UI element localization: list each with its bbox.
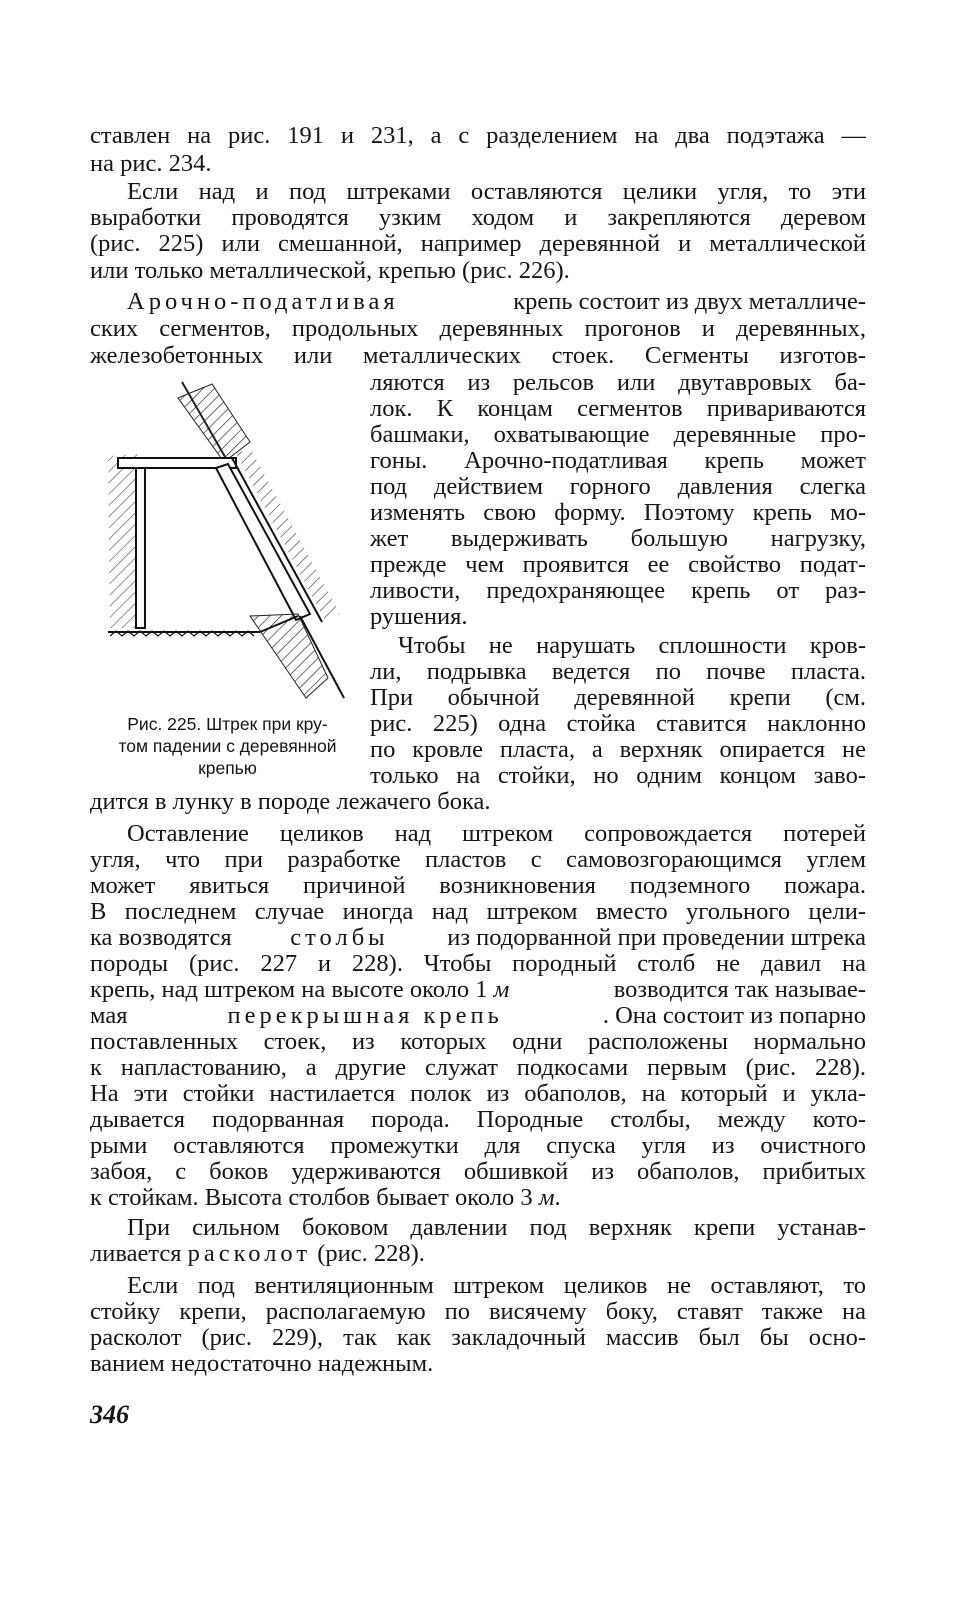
text-line [90, 924, 866, 952]
text-span: крепь, над штреком на высоте около 1 [90, 976, 494, 1003]
text-line: дывается подорванная порода. Породные столбы, между кото- [90, 1106, 866, 1133]
text-line: башмаки, охватывающие деревянные про- [370, 421, 866, 448]
text-span: (рис. 228). [311, 1240, 425, 1267]
text-line: ских сегментов, продольных деревянных прогонов и деревянных, [90, 315, 866, 342]
text-line: ливости, предохраняющее крепь от раз- [370, 577, 866, 604]
text-line: Если над и под штреками оставляются целики угля, то эти [127, 178, 866, 205]
text-line: Чтобы не нарушать сплошности кров- [398, 632, 866, 659]
text-line: выработки проводятся узким ходом и закрепляются деревом [90, 204, 866, 231]
text-line: железобетонных или металлических стоек. Сегменты изготов- [90, 342, 866, 369]
text-span: из подорванной при проведении штрека [447, 924, 866, 951]
text-line: лок. К концам сегментов привариваются [370, 395, 866, 422]
figure-225-drift-support [100, 378, 355, 718]
text-line: гоны. Арочно-податливая крепь может [370, 447, 866, 474]
left-post [136, 468, 145, 628]
text-span: к стойкам. Высота столбов бывает около 3 [90, 1184, 539, 1211]
text-line: к напластованию, а другие служат подкосами первым (рис. 228). [90, 1054, 866, 1081]
text-line: ли, подрывка ведется по почве пласта. [370, 658, 866, 685]
text-line [90, 1184, 561, 1212]
text-line: ставлен на рис. 191 и 231, а с разделением на два подэтажа — [90, 122, 866, 149]
text-line: угля, что при разработке пластов с самовозгорающимся углем [90, 846, 866, 873]
text-line: ванием недостаточно надежным. [90, 1350, 434, 1377]
text-line: под действием горного давления слегка [370, 473, 866, 500]
page-number: 346 [90, 1400, 129, 1429]
text-span: ливается [90, 1240, 188, 1267]
text-line: рушения. [370, 603, 468, 630]
text-line: жет выдерживать большую нагрузку, [370, 525, 866, 552]
text-span: мая [90, 1002, 128, 1029]
text-line: ляются из рельсов или двутавровых ба- [370, 369, 866, 396]
spaced-term: перекрышная крепь [227, 1002, 503, 1029]
text-line: (рис. 225) или смешанной, например деревянной и металлической [90, 230, 866, 257]
text-line: по кровле пласта, а верхняк опирается не [370, 736, 866, 763]
text-line: или только металлической, крепью (рис. 226). [90, 257, 570, 284]
text-line: расколот (рис. 229), так как закладочный массив был бы осно- [90, 1324, 866, 1351]
spaced-term: расколот [187, 1240, 312, 1267]
text-line: прежде чем проявится ее свойство подат- [370, 551, 866, 578]
text-line: Если под вентиляционным штреком целиков не оставляют, то [127, 1272, 866, 1299]
floor-rock-hatch [250, 614, 328, 698]
text-span [90, 976, 509, 1004]
text-line [90, 976, 866, 1004]
text-line: поставленных стоек, из которых одни расположены нормально [90, 1028, 866, 1055]
spaced-term: Арочно-податливая [127, 288, 399, 315]
text-line: При сильном боковом давлении под верхняк крепи устанав- [127, 1214, 866, 1241]
text-span: . [554, 1184, 561, 1211]
text-line: дится в лунку в породе лежачего бока. [90, 788, 491, 815]
text-line: рис. 225) одна стойка ставится наклонно [370, 710, 866, 737]
text-line: забоя, с боков удерживаются обшивкой из обаполов, прибитых [90, 1158, 866, 1185]
text-line: может явиться причиной возникновения подземного пожара. [90, 872, 866, 899]
text-span: . Она состоит из попарно [602, 1002, 866, 1029]
text-line [90, 1002, 866, 1030]
text-line: При обычной деревянной крепи (см. [370, 684, 866, 711]
text-line [90, 1240, 425, 1268]
unit-italic: м [538, 1184, 555, 1211]
text-line: только на стойки, но одним концом заво- [370, 762, 866, 789]
text-span: крепь состоит из двух металличе- [513, 288, 866, 315]
text-line: Оставление целиков над штреком сопровождается потерей [127, 820, 866, 847]
text-line: В последнем случае иногда над штреком вместо угольного цели- [90, 898, 866, 925]
text-line: породы (рис. 227 и 228). Чтобы породный столб не давил на [90, 950, 866, 977]
text-line: изменять свою форму. Поэтому крепь мо- [370, 499, 866, 526]
text-span: возводится так называе- [613, 976, 866, 1003]
unit-italic: м [493, 976, 510, 1003]
text-line: стойку крепи, располагаемую по висячему боку, ставят также на [90, 1298, 866, 1325]
caption-line: Рис. 225. Штрек при кру- [127, 714, 328, 734]
text-line: рыми оставляются промежутки для спуска угля из очистного [90, 1132, 866, 1159]
caption-line: крепью [198, 758, 257, 778]
spaced-term: столбы [290, 924, 389, 951]
text-line: на рис. 234. [90, 150, 212, 177]
text-line [127, 288, 866, 316]
caption-line: том падении с деревянной [118, 736, 337, 756]
text-span: ка возводятся [90, 924, 232, 951]
text-line: На эти стойки настилается полок из обаполов, на который и укла- [90, 1080, 866, 1107]
figure-caption [100, 713, 355, 779]
